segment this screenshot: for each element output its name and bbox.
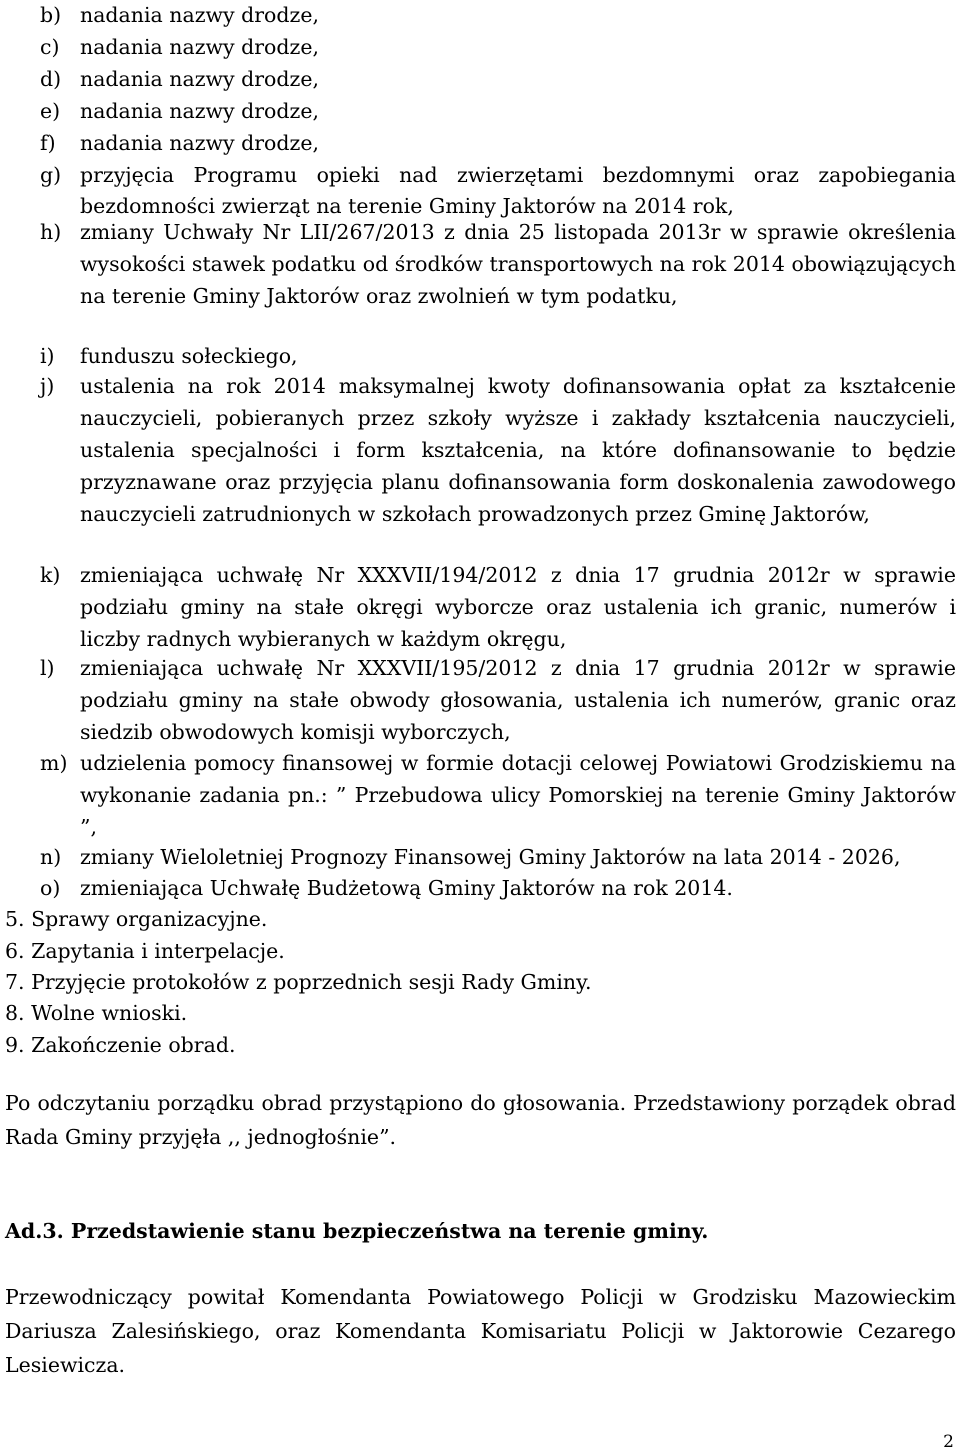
agenda-item-text: nadania nazwy drodze, — [80, 98, 319, 123]
agenda-item-c — [40, 32, 956, 64]
agenda-item-label: f) — [40, 130, 56, 155]
agenda-item-text: zmieniająca uchwałę Nr XXXVII/195/2012 z dnia 17 grudnia 2012r w sprawie podziału gminy na stałe obwody głosowania, ustalenia ich numerów, granic oraz siedzib obwodowych komisji wyborczych, — [80, 656, 956, 744]
agenda-item-e — [40, 96, 956, 128]
agenda-item-label: l) — [40, 656, 55, 680]
section-heading: Ad.3. Przedstawienie stanu bezpieczeństwa na terenie gminy. — [5, 1219, 709, 1243]
agenda-item-label: o) — [40, 876, 61, 900]
agenda-item-text: zmiany Wieloletniej Prognozy Finansowej Gminy Jaktorów na lata 2014 - 2026, — [80, 845, 901, 869]
agenda-item-label: n) — [40, 845, 62, 869]
agenda-item-f — [40, 128, 956, 160]
numbered-item-6: 6. Zapytania i interpelacje. — [5, 939, 285, 963]
agenda-item-g — [40, 160, 956, 224]
agenda-item-i — [40, 341, 956, 373]
agenda-item-label: e) — [40, 98, 61, 123]
agenda-item-label: b) — [40, 3, 62, 27]
numbered-item-8: 8. Wolne wnioski. — [5, 1001, 188, 1025]
agenda-item-label: c) — [40, 34, 60, 59]
agenda-item-text: nadania nazwy drodze, — [80, 34, 319, 59]
agenda-item-label: d) — [40, 66, 62, 91]
agenda-item-label: j) — [40, 374, 55, 398]
agenda-item-label: k) — [40, 563, 61, 587]
agenda-item-h — [40, 217, 956, 313]
agenda-item-n — [40, 842, 956, 874]
agenda-item-o — [40, 873, 956, 905]
agenda-item-text: przyjęcia Programu opieki nad zwierzętami bezdomnymi oraz zapobiegania bezdomności zwierząt na terenie Gminy Jaktorów na 2014 rok, — [80, 162, 956, 219]
agenda-item-b — [40, 0, 956, 32]
agenda-item-label: m) — [40, 751, 68, 775]
numbered-item-7: 7. Przyjęcie protokołów z poprzednich sesji Rady Gminy. — [5, 970, 592, 994]
agenda-item-k — [40, 560, 956, 656]
agenda-item-text: nadania nazwy drodze, — [80, 130, 319, 155]
agenda-item-label: i) — [40, 344, 55, 368]
agenda-item-text: udzielenia pomocy finansowej w formie dotacji celowej Powiatowi Grodziskiemu na wykonanie zadania pn.: ” Przebudowa ulicy Pomorskiej na terenie Gminy Jaktorów ”, — [80, 751, 956, 839]
agenda-item-text: zmieniająca Uchwałę Budżetową Gminy Jaktorów na rok 2014. — [80, 876, 733, 900]
agenda-item-m — [40, 748, 956, 844]
agenda-item-text: zmiany Uchwały Nr LII/267/2013 z dnia 25 listopada 2013r w sprawie określenia wysokości stawek podatku od środków transportowych na rok 2014 obowiązujących na terenie Gminy Jaktorów oraz zwolnień w tym podatku, — [80, 220, 956, 308]
agenda-item-text: nadania nazwy drodze, — [80, 3, 319, 27]
agenda-item-d — [40, 64, 956, 96]
numbered-item-9: 9. Zakończenie obrad. — [5, 1033, 236, 1057]
agenda-item-j — [40, 371, 956, 531]
numbered-item-5: 5. Sprawy organizacyjne. — [5, 907, 268, 931]
agenda-item-l — [40, 653, 956, 749]
agenda-item-label: h) — [40, 220, 62, 244]
page-number: 2 — [943, 1432, 954, 1452]
agenda-item-text: funduszu sołeckiego, — [80, 344, 298, 368]
agenda-item-text: zmieniająca uchwałę Nr XXXVII/194/2012 z dnia 17 grudnia 2012r w sprawie podziału gminy na stałe okręgi wyborcze oraz ustalenia ich granic, numerów i liczby radnych wybieranych w każdym okręgu, — [80, 563, 956, 651]
agenda-item-label: g) — [40, 162, 62, 187]
vote-paragraph: Po odczytaniu porządku obrad przystąpiono do głosowania. Przedstawiony porządek obrad Rada Gminy przyjęła ,, jednogłośnie”. — [5, 1091, 956, 1149]
agenda-item-text: nadania nazwy drodze, — [80, 66, 319, 91]
agenda-item-text: ustalenia na rok 2014 maksymalnej kwoty dofinansowania opłat za kształcenie nauczycieli, pobieranych przez szkoły wyższe i zakłady kształcenia nauczycieli, ustalenia specjalności i form kształcenia, na które dofinansowanie to będzie przyznawane oraz przyjęcia planu dofinansowania form doskonalenia zawodowego nauczycieli zatrudnionych w szkołach prowadzonych przez Gminę Jaktorów, — [80, 374, 956, 526]
section-paragraph: Przewodniczący powitał Komendanta Powiatowego Policji w Grodzisku Mazowieckim Dariusza Zalesińskiego, oraz Komendanta Komisariatu Policji w Jaktorowie Cezarego Lesiewicza. — [5, 1285, 956, 1377]
